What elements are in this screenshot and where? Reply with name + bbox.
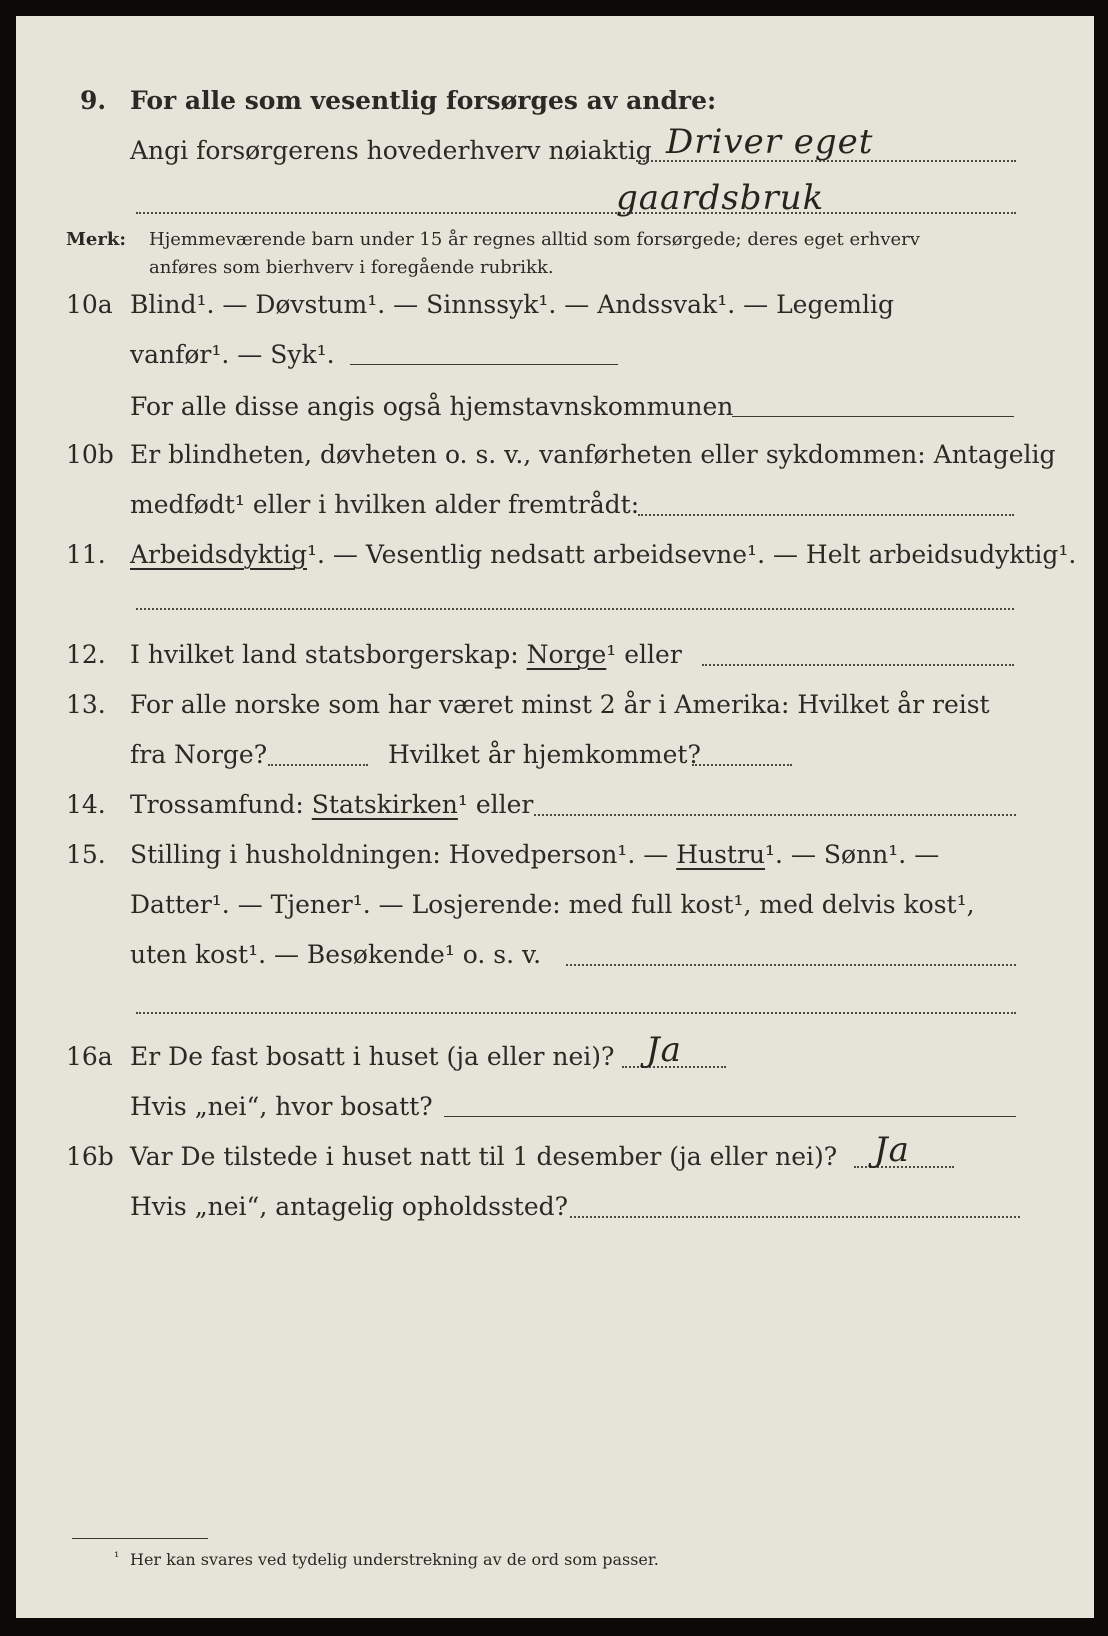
q12-answer-line	[702, 664, 1014, 666]
q9-answer-2: gaardsbruk	[616, 178, 825, 218]
q13-reist-line	[268, 764, 368, 766]
q10b-line-2: medfødt¹ eller i hvilken alder fremtrådt:	[130, 490, 640, 519]
q9-answer-1: Driver eget	[666, 122, 874, 162]
q15-line-1b: ¹. — Sønn¹. —	[765, 840, 940, 869]
q12-line	[130, 640, 682, 670]
q16a-answer: Ja	[646, 1030, 682, 1070]
q10a-line-1: Blind¹. — Døvstum¹. — Sinnssyk¹. — Andssvak¹. — Legemlig	[130, 290, 894, 319]
q16b-opholdssted-line	[570, 1216, 1020, 1218]
q12-number: 12.	[66, 640, 106, 669]
q11-line	[130, 540, 1076, 570]
q11-rest: ¹. — Vesentlig nedsatt arbeidsevne¹. — Helt arbeidsudyktig¹.	[306, 540, 1077, 569]
q14-pre: Trossamfund:	[130, 790, 304, 819]
q10a-line-2: vanfør¹. — Syk¹.	[130, 340, 335, 369]
q12-option-norge: Norge	[526, 640, 607, 669]
q10a-number: 10a	[66, 290, 113, 319]
q9-number: 9.	[80, 86, 107, 115]
footnote-rule	[72, 1538, 208, 1539]
q15-line-2: Datter¹. — Tjener¹. — Losjerende: med full kost¹, med delvis kost¹,	[130, 890, 975, 919]
q16b-line-2: Hvis „nei“, antagelig opholdssted?	[130, 1192, 569, 1221]
q11-number: 11.	[66, 540, 106, 569]
q14-number: 14.	[66, 790, 106, 819]
q10b-line-1: Er blindheten, døvheten o. s. v., vanførheten eller sykdommen: Antagelig	[130, 440, 1056, 469]
q10a-answer-line	[350, 364, 618, 365]
q13-line-2a: fra Norge?	[130, 740, 268, 769]
q12-post: ¹ eller	[606, 640, 682, 669]
q15-line-1a: Stilling i husholdningen: Hovedperson¹. —	[130, 840, 669, 869]
q11-answer-line	[136, 608, 1014, 610]
q9-answer-line-2	[136, 212, 1016, 214]
census-form-page	[16, 16, 1094, 1618]
q15-line-3: uten kost¹. — Besøkende¹ o. s. v.	[130, 940, 542, 969]
q16b-number: 16b	[66, 1142, 114, 1171]
merk-line-1: Hjemmeværende barn under 15 år regnes alltid som forsørgede; deres eget erhverv	[149, 229, 920, 250]
q14-answer-line	[534, 814, 1016, 816]
q10a-line-3: For alle disse angis også hjemstavnskommunen	[130, 392, 734, 421]
q9-heading: For alle som vesentlig forsørges av andre:	[130, 86, 717, 115]
q15-option-hustru: Hustru	[676, 840, 766, 869]
q13-line-2b: Hvilket år hjemkommet?	[388, 740, 701, 769]
q13-number: 13.	[66, 690, 106, 719]
q10a-hjemstavn-line	[732, 416, 1014, 417]
q12-pre: I hvilket land statsborgerskap:	[130, 640, 519, 669]
q16a-line-1: Er De fast bosatt i huset (ja eller nei)?	[130, 1042, 615, 1071]
merk-label: Merk:	[66, 229, 126, 250]
q16a-number: 16a	[66, 1042, 113, 1071]
q16b-answer: Ja	[874, 1130, 910, 1170]
q16b-line-1: Var De tilstede i huset natt til 1 desember (ja eller nei)?	[130, 1142, 838, 1171]
q14-post: ¹ eller	[457, 790, 534, 819]
q15-answer-line-1	[566, 964, 1016, 966]
q11-option-arbeidsdyktig: Arbeidsdyktig	[130, 540, 307, 569]
q16a-bosatt-line	[444, 1116, 1016, 1117]
q14-option-statskirken: Statskirken	[311, 790, 458, 819]
merk-line-2: anføres som bierhverv i foregående rubrikk.	[149, 257, 554, 278]
q15-answer-line-2	[136, 1012, 1016, 1014]
q13-line-1: For alle norske som har været minst 2 år i Amerika: Hvilket år reist	[130, 690, 990, 719]
q10b-answer-line	[638, 514, 1014, 516]
footnote-mark: ¹	[114, 1550, 120, 1565]
footnote-text: Her kan svares ved tydelig understrekning av de ord som passer.	[130, 1550, 659, 1569]
q15-number: 15.	[66, 840, 106, 869]
q9-label: Angi forsørgerens hovederhverv nøiaktig	[130, 136, 652, 165]
q14-line	[130, 790, 533, 820]
q15-line-1	[130, 840, 939, 870]
q10b-number: 10b	[66, 440, 114, 469]
q13-hjemkommet-line	[692, 764, 792, 766]
q16a-line-2: Hvis „nei“, hvor bosatt?	[130, 1092, 433, 1121]
